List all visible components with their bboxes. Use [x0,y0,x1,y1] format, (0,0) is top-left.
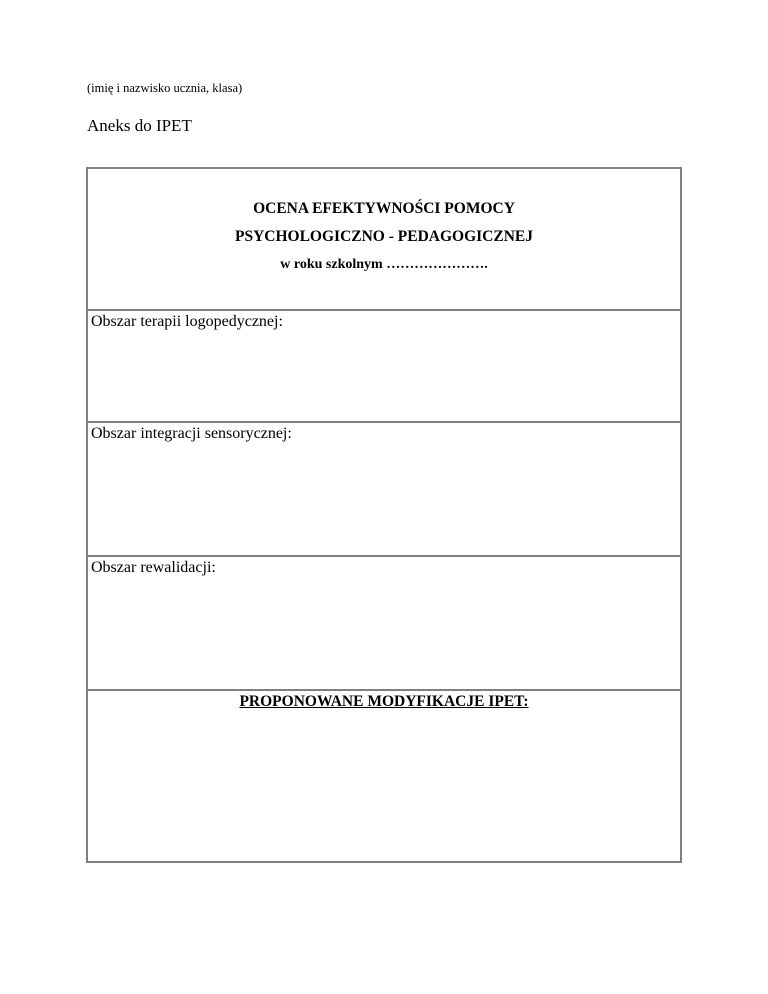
form-header-cell [88,169,680,309]
ipet-modifications-label: PROPONOWANE MODYFIKACJE IPET: [239,693,529,710]
assessment-form-table [86,167,682,863]
annex-title: Aneks do IPET [87,116,192,135]
school-year-line: w roku szkolnym …………………. [280,257,488,272]
speech-therapy-area-label: Obszar terapii logopedycznej: [91,313,283,330]
form-title-line-1: OCENA EFEKTYWNOŚCI POMOCY [253,200,515,217]
sensory-integration-area-label: Obszar integracji sensorycznej: [91,425,292,442]
rehabilitation-area-label: Obszar rewalidacji: [91,559,216,576]
rehabilitation-area-cell[interactable] [88,557,680,689]
speech-therapy-area-cell[interactable] [88,311,680,421]
student-name-class-line: (imię i nazwisko ucznia, klasa) [87,81,243,95]
ipet-modifications-cell[interactable] [88,691,680,861]
sensory-integration-area-cell[interactable] [88,423,680,555]
form-title-line-2: PSYCHOLOGICZNO - PEDAGOGICZNEJ [235,228,533,245]
